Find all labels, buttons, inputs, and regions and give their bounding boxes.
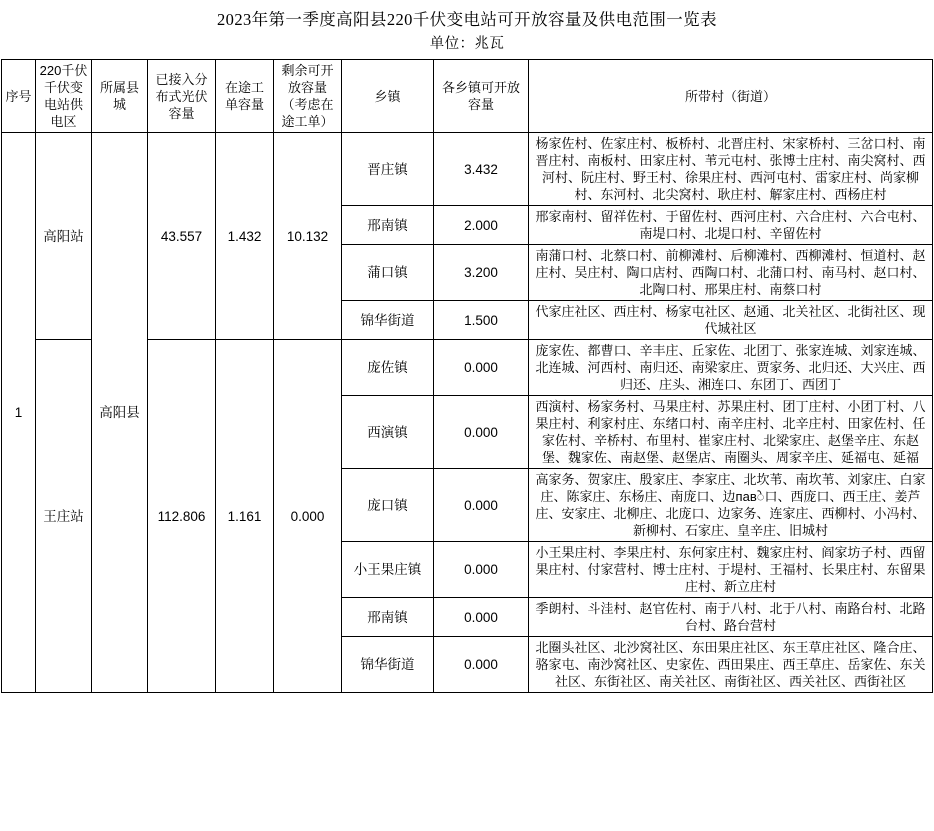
column-header-pv-connected: 已接入分布式光伏容量	[148, 60, 216, 133]
cell-pv-connected-gaoyang: 43.557	[148, 133, 216, 340]
column-header-seq: 序号	[2, 60, 36, 133]
cell-villages: 小王果庄村、李果庄村、东何家庄村、魏家庄村、阎家坊子村、西留果庄村、付家营村、博士庄村、于堤村、王福村、长果庄村、东留果庄村、新立庄村	[529, 542, 933, 598]
cell-town: 锦华街道	[342, 301, 434, 340]
cell-villages: 庞家佐、都曹口、辛丰庄、丘家佐、北团丁、张家连城、刘家连城、北连城、河西村、南归还、南梁家庄、贾家务、北归还、大兴庄、西归还、庄头、湘连口、东团丁、西团丁	[529, 340, 933, 396]
cell-town: 庞佐镇	[342, 340, 434, 396]
cell-town-capacity: 3.200	[434, 245, 529, 301]
cell-town: 蒲口镇	[342, 245, 434, 301]
cell-villages: 代家庄社区、西庄村、杨家屯社区、赵通、北关社区、北街社区、现代城社区	[529, 301, 933, 340]
page-title: 2023年第一季度高阳县220千伏变电站可开放容量及供电范围一览表	[217, 10, 717, 29]
cell-town-capacity: 1.500	[434, 301, 529, 340]
cell-on-way-gaoyang: 1.432	[216, 133, 274, 340]
cell-town-capacity: 3.432	[434, 133, 529, 206]
cell-county: 高阳县	[92, 133, 148, 693]
cell-town-capacity: 0.000	[434, 598, 529, 637]
cell-villages: 南蒲口村、北蔡口村、前柳滩村、后柳滩村、西柳滩村、恒道村、赵庄村、吴庄村、陶口店村、西陶口村、北蒲口村、南马村、赵口村、北陶口村、邢果庄村、南蔡口村	[529, 245, 933, 301]
column-header-county: 所属县城	[92, 60, 148, 133]
column-header-remaining: 剩余可开放容量（考虑在途工单）	[274, 60, 342, 133]
table-row	[2, 133, 933, 206]
column-header-on-way: 在途工单容量	[216, 60, 274, 133]
cell-town: 锦华街道	[342, 637, 434, 693]
cell-remaining-gaoyang: 10.132	[274, 133, 342, 340]
column-header-town-capacity: 各乡镇可开放容量	[434, 60, 529, 133]
column-header-town: 乡镇	[342, 60, 434, 133]
cell-seq: 1	[2, 133, 36, 693]
table-body	[2, 133, 933, 693]
cell-on-way-wangzhuang: 1.161	[216, 340, 274, 693]
cell-town-capacity: 0.000	[434, 396, 529, 469]
cell-town-capacity: 0.000	[434, 340, 529, 396]
cell-remaining-wangzhuang: 0.000	[274, 340, 342, 693]
cell-zone-gaoyang: 高阳站	[36, 133, 92, 340]
cell-town-capacity: 0.000	[434, 469, 529, 542]
capacity-table	[1, 59, 933, 693]
cell-town: 庞口镇	[342, 469, 434, 542]
cell-town-capacity: 0.000	[434, 542, 529, 598]
cell-town: 小王果庄镇	[342, 542, 434, 598]
cell-town: 邢南镇	[342, 598, 434, 637]
table-header-row	[2, 60, 933, 133]
cell-villages: 北圈头社区、北沙窝社区、东田果庄社区、东王草庄社区、隆合庄、骆家屯、南沙窝社区、史家佐、西田果庄、西王草庄、岳家佐、东关社区、东街社区、南关社区、南街社区、西关社区、西街社区	[529, 637, 933, 693]
cell-town: 西演镇	[342, 396, 434, 469]
cell-villages: 邢家南村、留祥佐村、于留佐村、西河庄村、六合庄村、六合屯村、南堤口村、北堤口村、辛留佐村	[529, 206, 933, 245]
page-subtitle: 单位：兆瓦	[429, 36, 505, 52]
column-header-zone: 220千伏千伏变电站供电区	[36, 60, 92, 133]
cell-town-capacity: 2.000	[434, 206, 529, 245]
cell-town: 晋庄镇	[342, 133, 434, 206]
cell-villages: 西演村、杨家务村、马果庄村、苏果庄村、团丁庄村、小团丁村、八果庄村、利家村庄、东绪口村、南辛庄村、北辛庄村、田家佐村、任家佐村、辛桥村、布里村、崔家庄村、北梁家庄、赵堡辛庄、东赵堡、魏家佐、南赵堡、赵堡店、南圈头、周家辛庄、延福屯、延福	[529, 396, 933, 469]
cell-pv-connected-wangzhuang: 112.806	[148, 340, 216, 693]
column-header-villages: 所带村（街道）	[529, 60, 933, 133]
cell-town-capacity: 0.000	[434, 637, 529, 693]
cell-town: 邢南镇	[342, 206, 434, 245]
cell-villages: 季朗村、斗洼村、赵官佐村、南于八村、北于八村、南路台村、北路台村、路台营村	[529, 598, 933, 637]
cell-villages: 杨家佐村、佐家庄村、板桥村、北晋庄村、宋家桥村、三岔口村、南晋庄村、南板村、田家庄村、苇元屯村、张博士庄村、南尖窝村、西河村、阮庄村、野王村、徐果庄村、西河屯村、雷家庄村、尚家柳村、东河村、北尖窝村、耿庄村、解家庄村、西杨庄村	[529, 133, 933, 206]
cell-zone-wangzhuang: 王庄站	[36, 340, 92, 693]
cell-villages: 高家务、贺家庄、殷家庄、李家庄、北坎苇、南坎苇、刘家庄、白家庄、陈家庄、东杨庄、南庞口、边павे口、西庞口、西王庄、姜芦庄、安家庄、北柳庄、北庞口、边家务、连家庄、西柳村、小冯村、新柳村、石家庄、皇辛庄、旧城村	[529, 469, 933, 542]
